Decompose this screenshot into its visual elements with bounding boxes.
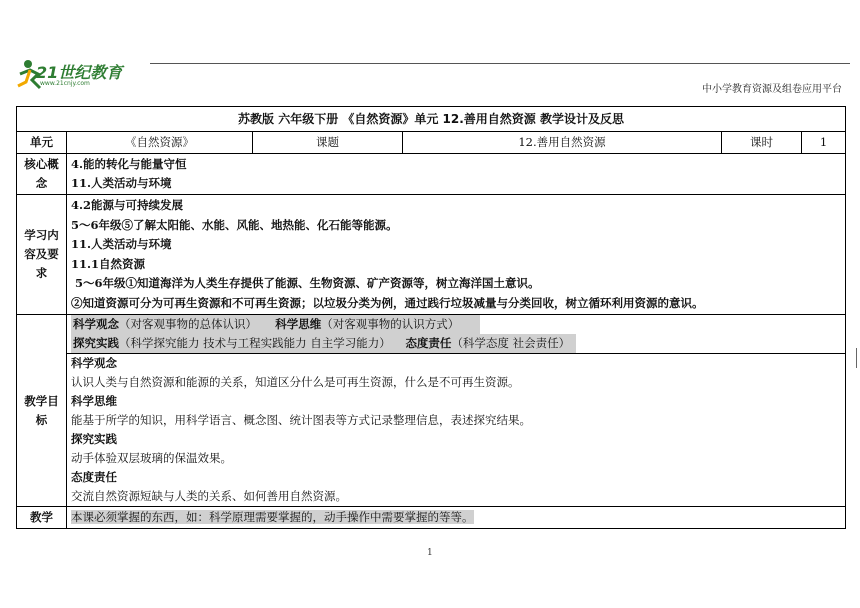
page-header — [0, 0, 860, 100]
logo-text: 21世纪教育 — [36, 63, 123, 82]
goal-section-text: 交流自然资源短缺与人类的关系、如何善用自然资源。 — [71, 489, 347, 503]
core-literacy-desc: （科学态度 社会责任） — [451, 336, 571, 350]
goal-section-text: 动手体验双层玻璃的保温效果。 — [71, 451, 232, 465]
learning-content — [67, 195, 846, 315]
learning-row — [17, 195, 846, 315]
core-literacy-item: 态度责任 — [405, 336, 452, 350]
goals-label — [17, 315, 67, 507]
core-literacy-desc: （科学探究能力 技术与工程实践能力 自主学习能力） — [119, 336, 391, 350]
goal-section-text: 认识人类与自然资源和能源的关系，知道区分什么是可再生资源，什么是不可再生资源。 — [71, 375, 520, 389]
learning-line: 11.人类活动与环境 — [71, 237, 172, 251]
key-points-label: 教学 — [17, 507, 67, 529]
goal-section-title: 科学观念 — [71, 356, 117, 370]
key-points-text: 本课必须掌握的东西，如：科学原理需要掌握的，动手操作中需要掌握的等等。 — [71, 510, 474, 524]
goal-section-title: 探究实践 — [71, 432, 117, 446]
page-number: 1 — [427, 548, 433, 558]
core-concept-row — [17, 154, 846, 195]
goals-row — [17, 315, 846, 507]
core-concept-label — [17, 154, 67, 195]
goal-section-title: 态度责任 — [71, 470, 117, 484]
period-label: 课时 — [722, 132, 802, 154]
learning-line: 11.1自然资源 — [71, 256, 146, 271]
learning-label — [17, 195, 67, 315]
goal-section-title: 科学思维 — [71, 394, 117, 408]
lesson-label: 课题 — [253, 132, 403, 154]
core-literacy-item: 科学思维 — [275, 317, 322, 331]
core-literacy-line — [71, 334, 845, 353]
core-literacy-highlight — [71, 334, 576, 353]
lesson-value: 12.善用自然资源 — [403, 132, 722, 154]
learning-line: 5～6年级①知道海洋为人类生存提供了能源、生物资源、矿产资源等，树立海洋国土意识。 — [71, 276, 540, 290]
key-points-row — [17, 507, 846, 529]
core-literacy-highlight — [71, 315, 480, 334]
core-concept-content — [67, 154, 846, 195]
goal-section-text: 能基于所学的知识，用科学语言、概念图、统计图表等方式记录整理信息，表述探究结果。 — [71, 413, 531, 427]
learning-line: 4.2能源与可持续发展 — [71, 198, 184, 212]
lesson-plan-table — [16, 106, 846, 529]
learning-label-text: 学习内容及要求 — [24, 228, 59, 280]
doc-title: 苏教版 六年级下册 《自然资源》单元 12.善用自然资源 教学设计及反思 — [17, 107, 846, 132]
title-row — [17, 107, 846, 132]
unit-label: 单元 — [17, 132, 67, 154]
header-divider — [150, 63, 850, 64]
goals-detail — [67, 353, 845, 506]
scrollbar-mark[interactable] — [856, 348, 857, 368]
core-concept-label-text: 核心概念 — [24, 157, 59, 190]
platform-name: 中小学教育资源及组卷应用平台 — [702, 84, 842, 95]
learning-line: ②知道资源可分为可再生资源和不可再生资源；以垃圾分类为例，通过践行垃圾减量与分类回收，树立循环利用资源的意识。 — [71, 295, 704, 310]
core-literacy-line — [71, 315, 845, 334]
core-concept-line: 11.人类活动与环境 — [71, 176, 172, 190]
period-value: 1 — [802, 132, 846, 154]
key-points-content — [67, 507, 846, 529]
core-literacy-desc: （对客观事物的认识方式） — [321, 317, 460, 331]
unit-row — [17, 132, 846, 154]
core-literacy-desc: （对客观事物的总体认识） — [119, 317, 257, 331]
unit-value: 《自然资源》 — [67, 132, 253, 154]
goals-label-text: 教学目标 — [24, 393, 59, 427]
core-literacy-item: 科学观念 — [73, 317, 119, 331]
goals-content — [67, 315, 846, 507]
core-concept-line: 4.能的转化与能量守恒 — [71, 157, 187, 171]
learning-line: 5～6年级⑤了解太阳能、水能、风能、地热能、化石能等能源。 — [71, 217, 398, 232]
logo-url: www.21cnjy.com — [40, 80, 90, 87]
core-literacy-item: 探究实践 — [73, 336, 119, 350]
